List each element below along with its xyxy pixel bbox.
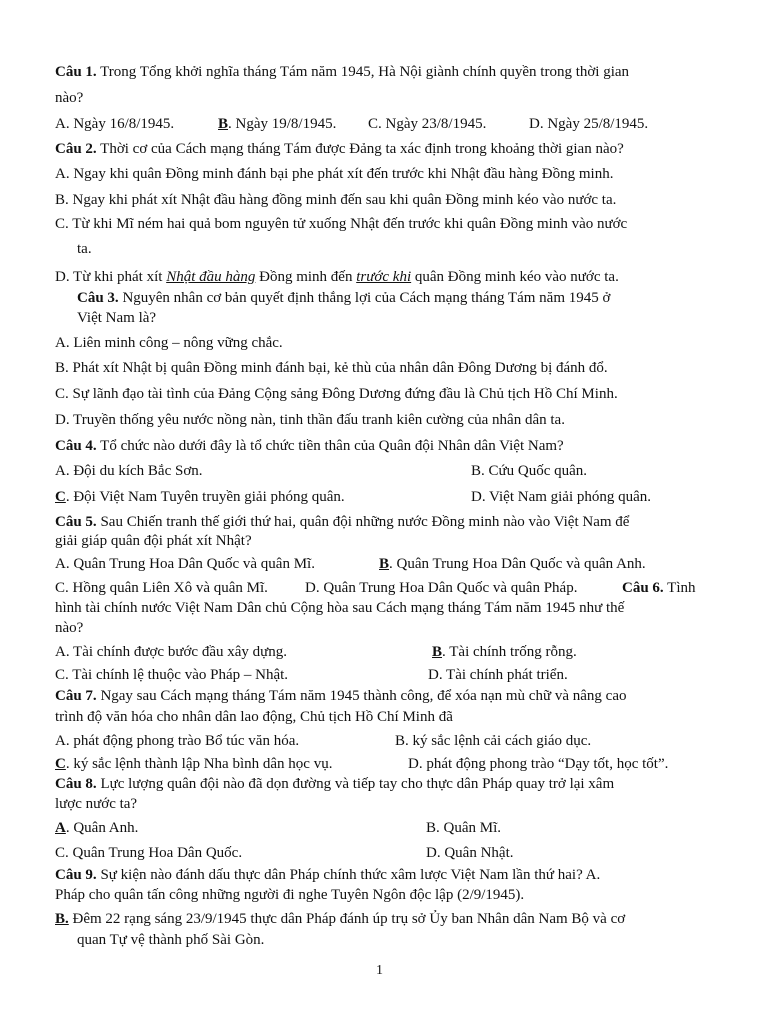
q2-answer-d-emph1: Nhật đầu hàng <box>166 269 256 285</box>
q5-label: Câu 5. <box>55 514 97 530</box>
q1-line-1 <box>55 64 629 81</box>
q5-answer-b: B. Quân Trung Hoa Dân Quốc và quân Anh. <box>379 556 646 572</box>
q3-answer-a: A. Liên minh công – nông vững chắc. <box>55 335 283 351</box>
q3-line-1: Câu 3. Nguyên nhân cơ bản quyết định thắng lợi của Cách mạng tháng Tám năm 1945 ở <box>77 290 611 306</box>
q2-answer-d: D. Từ khi phát xít Nhật đầu hàng Đồng minh đến trước khi quân Đồng minh kéo vào nước ta. <box>55 269 619 285</box>
q1-line-2: nào? <box>55 90 84 106</box>
q7-answer-a: A. phát động phong trào Bổ túc văn hóa. <box>55 733 300 749</box>
q9-line-1: Câu 9. Sự kiện nào đánh dấu thực dân Pháp chính thức xâm lược Việt Nam lần thứ hai? A. <box>55 867 601 883</box>
q3-answer-c: C. Sự lãnh đạo tài tình của Đảng Cộng sảng Đông Dương đứng đầu là Chủ tịch Hồ Chí Minh. <box>55 386 618 402</box>
q1-answer-c: C. Ngày 23/8/1945. <box>368 116 487 132</box>
q4-question: Câu 4. Tổ chức nào dưới đây là tổ chức tiền thân của Quân đội Nhân dân Việt Nam? <box>55 438 564 454</box>
q8-answer-a: A. Quân Anh. <box>55 820 139 836</box>
q5-answer-a: A. Quân Trung Hoa Dân Quốc và quân Mĩ. <box>55 556 315 572</box>
q6-answer-d: D. Tài chính phát triển. <box>428 667 568 683</box>
q6-line-2: hình tài chính nước Việt Nam Dân chủ Cộng hòa sau Cách mạng tháng Tám năm 1945 như thế <box>55 600 625 616</box>
q1-answer-b-letter: B <box>218 116 229 132</box>
q1-answer-d: D. Ngày 25/8/1945. <box>529 116 649 132</box>
q7-label: Câu 7. <box>55 688 97 704</box>
q6-answer-c: C. Tài chính lệ thuộc vào Pháp – Nhật. <box>55 667 289 683</box>
q2-label: Câu 2. <box>55 141 97 157</box>
q7-line-1: Câu 7. Ngay sau Cách mạng tháng Tám năm 1945 thành công, để xóa nạn mù chữ và nâng cao <box>55 688 627 704</box>
q6-answer-b-letter: B <box>432 644 443 660</box>
q7-answer-b: B. ký sắc lệnh cải cách giáo dục. <box>395 733 592 749</box>
q9-answer-b-cont: quan Tự vệ thành phố Sài Gòn. <box>77 932 265 948</box>
q4-answer-a: A. Đội du kích Bắc Sơn. <box>55 463 203 479</box>
q2-answer-d-emph2: trước khi <box>356 269 412 285</box>
q6-line-1: Câu 6. Tình <box>622 580 696 596</box>
q6-label: Câu 6. <box>622 580 664 596</box>
q9-answer-b-letter: B. <box>55 911 69 927</box>
q3-label: Câu 3. <box>77 290 119 306</box>
q3-answer-d: D. Truyền thống yêu nước nồng nàn, tinh thần đấu tranh kiên cường của nhân dân ta. <box>55 412 565 428</box>
q5-answer-b-letter: B <box>379 556 390 572</box>
q2-answer-b: B. Ngay khi phát xít Nhật đầu hàng đồng minh đến sau khi quân Đồng minh kéo vào nước ta. <box>55 192 617 208</box>
q2-answer-c: C. Từ khi Mĩ ném hai quả bom nguyên tử xuống Nhật đến trước khi quân Đồng minh vào nước <box>55 216 628 232</box>
q1-answer-a: A. Ngày 16/8/1945. <box>55 116 175 132</box>
q4-answer-d: D. Việt Nam giải phóng quân. <box>471 489 652 505</box>
q1-label: Câu 1. <box>55 64 97 80</box>
page-number: 1 <box>376 963 383 978</box>
q8-line-1: Câu 8. Lực lượng quân đội nào đã dọn đường và tiếp tay cho thực dân Pháp quay trở lại xâm <box>55 776 615 792</box>
q8-line-2: lược nước ta? <box>55 796 138 812</box>
q6-answer-b: B. Tài chính trống rỗng. <box>432 644 577 660</box>
q1-answer-b: B. Ngày 19/8/1945. <box>218 116 337 132</box>
q4-answer-b: B. Cứu Quốc quân. <box>471 463 588 479</box>
q3-answer-b: B. Phát xít Nhật bị quân Đồng minh đánh bại, kẻ thù của nhân dân Đông Dương bị đánh đổ. <box>55 360 608 376</box>
q4-answer-c-letter: C <box>55 489 66 505</box>
q8-answer-c: C. Quân Trung Hoa Dân Quốc. <box>55 845 243 861</box>
q5-line-2: giải giáp quân đội phát xít Nhật? <box>55 533 252 549</box>
q5-answer-d: D. Quân Trung Hoa Dân Quốc và quân Pháp. <box>305 580 578 596</box>
q8-answer-b: B. Quân Mĩ. <box>426 820 501 836</box>
q5-line-1: Câu 5. Sau Chiến tranh thế giới thứ hai, quân đội những nước Đồng minh nào vào Việt Nam để <box>55 514 630 530</box>
q7-answer-c-letter: C <box>55 756 66 772</box>
q4-label: Câu 4. <box>55 438 97 454</box>
q8-answer-d: D. Quân Nhật. <box>426 845 514 861</box>
q8-answer-a-letter: A <box>55 820 66 836</box>
q6-answer-a: A. Tài chính được bước đầu xây dựng. <box>55 644 288 660</box>
q2-answer-a: A. Ngay khi quân Đồng minh đánh bại phe phát xít đến trước khi Nhật đầu hàng Đồng minh. <box>55 166 614 182</box>
q3-line-2: Việt Nam là? <box>77 310 157 326</box>
q6-line-3: nào? <box>55 620 84 636</box>
q7-answer-d: D. phát động phong trào “Dạy tốt, học tốt”. <box>408 756 669 772</box>
q8-label: Câu 8. <box>55 776 97 792</box>
q7-line-2: trình độ văn hóa cho nhân dân lao động, Chủ tịch Hồ Chí Minh đã <box>55 709 453 725</box>
q9-answer-b: B. Đêm 22 rạng sáng 23/9/1945 thực dân Pháp đánh úp trụ sở Ủy ban Nhân dân Nam Bộ và cơ <box>55 911 626 927</box>
q2-question: Câu 2. Thời cơ của Cách mạng tháng Tám được Đảng ta xác định trong khoảng thời gian nào? <box>55 141 624 157</box>
q5-answer-c: C. Hồng quân Liên Xô và quân Mĩ. <box>55 580 268 596</box>
q7-answer-c: C. ký sắc lệnh thành lập Nha bình dân học vụ. <box>55 756 333 772</box>
q2-answer-c-cont: ta. <box>77 241 92 257</box>
q9-label: Câu 9. <box>55 867 97 883</box>
q9-line-2: Pháp cho quân tấn công những người đi nghe Tuyên Ngôn độc lập (2/9/1945). <box>55 887 525 903</box>
q4-answer-c: C. Đội Việt Nam Tuyên truyền giải phóng quân. <box>55 489 345 505</box>
q1-text: Trong Tổng khởi nghĩa tháng Tám năm 1945, Hà Nội giành chính quyền trong thời gian <box>100 64 630 80</box>
